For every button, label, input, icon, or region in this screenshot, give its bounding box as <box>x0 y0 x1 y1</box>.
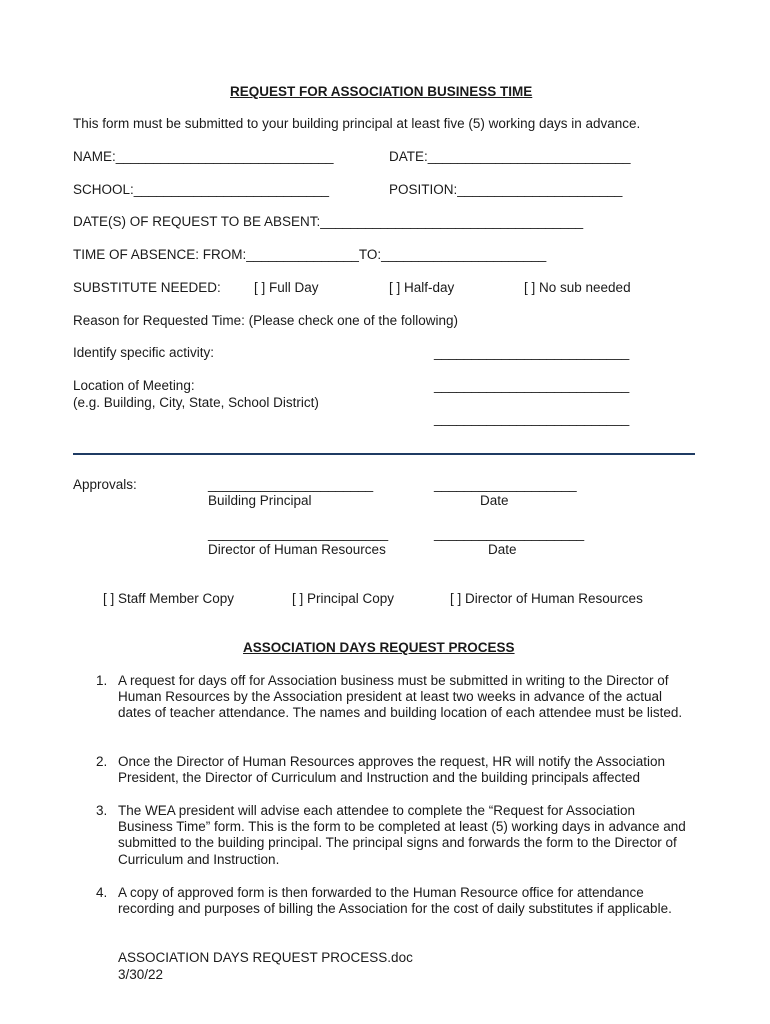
half-day-checkbox[interactable]: [ ] Half-day <box>389 280 455 295</box>
list-text: The WEA president will advise each attendee to complete the “Request for Association Business Time” form. This is the form to be completed at least (5) working days in advance and submitted to the building principal. The principal signs and forwards the form to the Director of Curriculum and Instruction. <box>118 803 686 867</box>
staff-copy-checkbox[interactable]: [ ] Staff Member Copy <box>103 591 235 606</box>
position-field[interactable]: POSITION:______________________ <box>389 182 623 197</box>
form-intro: This form must be submitted to your building principal at least five (5) working days in advance. <box>73 116 641 131</box>
location-example: (e.g. Building, City, State, School District) <box>73 395 319 410</box>
principal-copy-checkbox[interactable]: [ ] Principal Copy <box>292 591 395 606</box>
list-text: A request for days off for Association business must be submitted in writing to the Director of Human Resources by the Association president at least two weeks in advance of the actual dates of teacher attendance. The names and building location of each attendee must be listed. <box>118 673 683 721</box>
principal-date-label: Date <box>480 493 509 508</box>
name-field[interactable]: NAME:_____________________________ <box>73 149 334 164</box>
school-field[interactable]: SCHOOL:__________________________ <box>73 182 329 197</box>
form-title: REQUEST FOR ASSOCIATION BUSINESS TIME <box>230 84 533 99</box>
location-label: Location of Meeting: <box>73 378 195 393</box>
building-principal-label: Building Principal <box>208 493 312 508</box>
footer-date: 3/30/22 <box>118 967 164 982</box>
director-signature-line[interactable]: ________________________ <box>208 526 389 541</box>
director-date-line[interactable]: ____________________ <box>434 526 585 541</box>
process-title: ASSOCIATION DAYS REQUEST PROCESS <box>243 640 515 655</box>
principal-signature-line[interactable]: ______________________ <box>208 477 374 492</box>
section-divider <box>73 453 695 455</box>
substitute-label: SUBSTITUTE NEEDED: <box>73 280 221 295</box>
date-field[interactable]: DATE:___________________________ <box>389 149 631 164</box>
activity-line[interactable]: __________________________ <box>434 345 630 360</box>
director-date-label: Date <box>488 542 517 557</box>
approvals-label: Approvals: <box>73 477 137 492</box>
principal-date-line[interactable]: ___________________ <box>434 477 577 492</box>
list-text: A copy of approved form is then forwarded to the Human Resource office for attendance recording and purposes of billing the Association for the cost of daily substitutes if applicable. <box>118 885 672 917</box>
director-copy-checkbox[interactable]: [ ] Director of Human Resources <box>450 591 643 606</box>
director-hr-label: Director of Human Resources <box>208 542 386 557</box>
list-number: 2. <box>96 754 108 769</box>
no-sub-checkbox[interactable]: [ ] No sub needed <box>524 280 631 295</box>
list-text: Once the Director of Human Resources approves the request, HR will notify the Association President, the Director of Curriculum and Instruction and the building principals affected <box>118 754 666 786</box>
time-of-absence-field[interactable]: TIME OF ABSENCE: FROM:_______________TO:______________________ <box>73 247 547 262</box>
location-line-2[interactable]: __________________________ <box>434 411 630 426</box>
footer-filename: ASSOCIATION DAYS REQUEST PROCESS.doc <box>118 950 413 965</box>
location-line-1[interactable]: __________________________ <box>434 378 630 393</box>
list-number: 4. <box>96 885 108 900</box>
full-day-checkbox[interactable]: [ ] Full Day <box>254 280 319 295</box>
dates-absent-field[interactable]: DATE(S) OF REQUEST TO BE ABSENT:___________________________________ <box>73 214 584 229</box>
reason-label: Reason for Requested Time: (Please check one of the following) <box>73 313 458 328</box>
list-number: 1. <box>96 673 108 688</box>
activity-label: Identify specific activity: <box>73 345 215 360</box>
list-number: 3. <box>96 803 108 818</box>
